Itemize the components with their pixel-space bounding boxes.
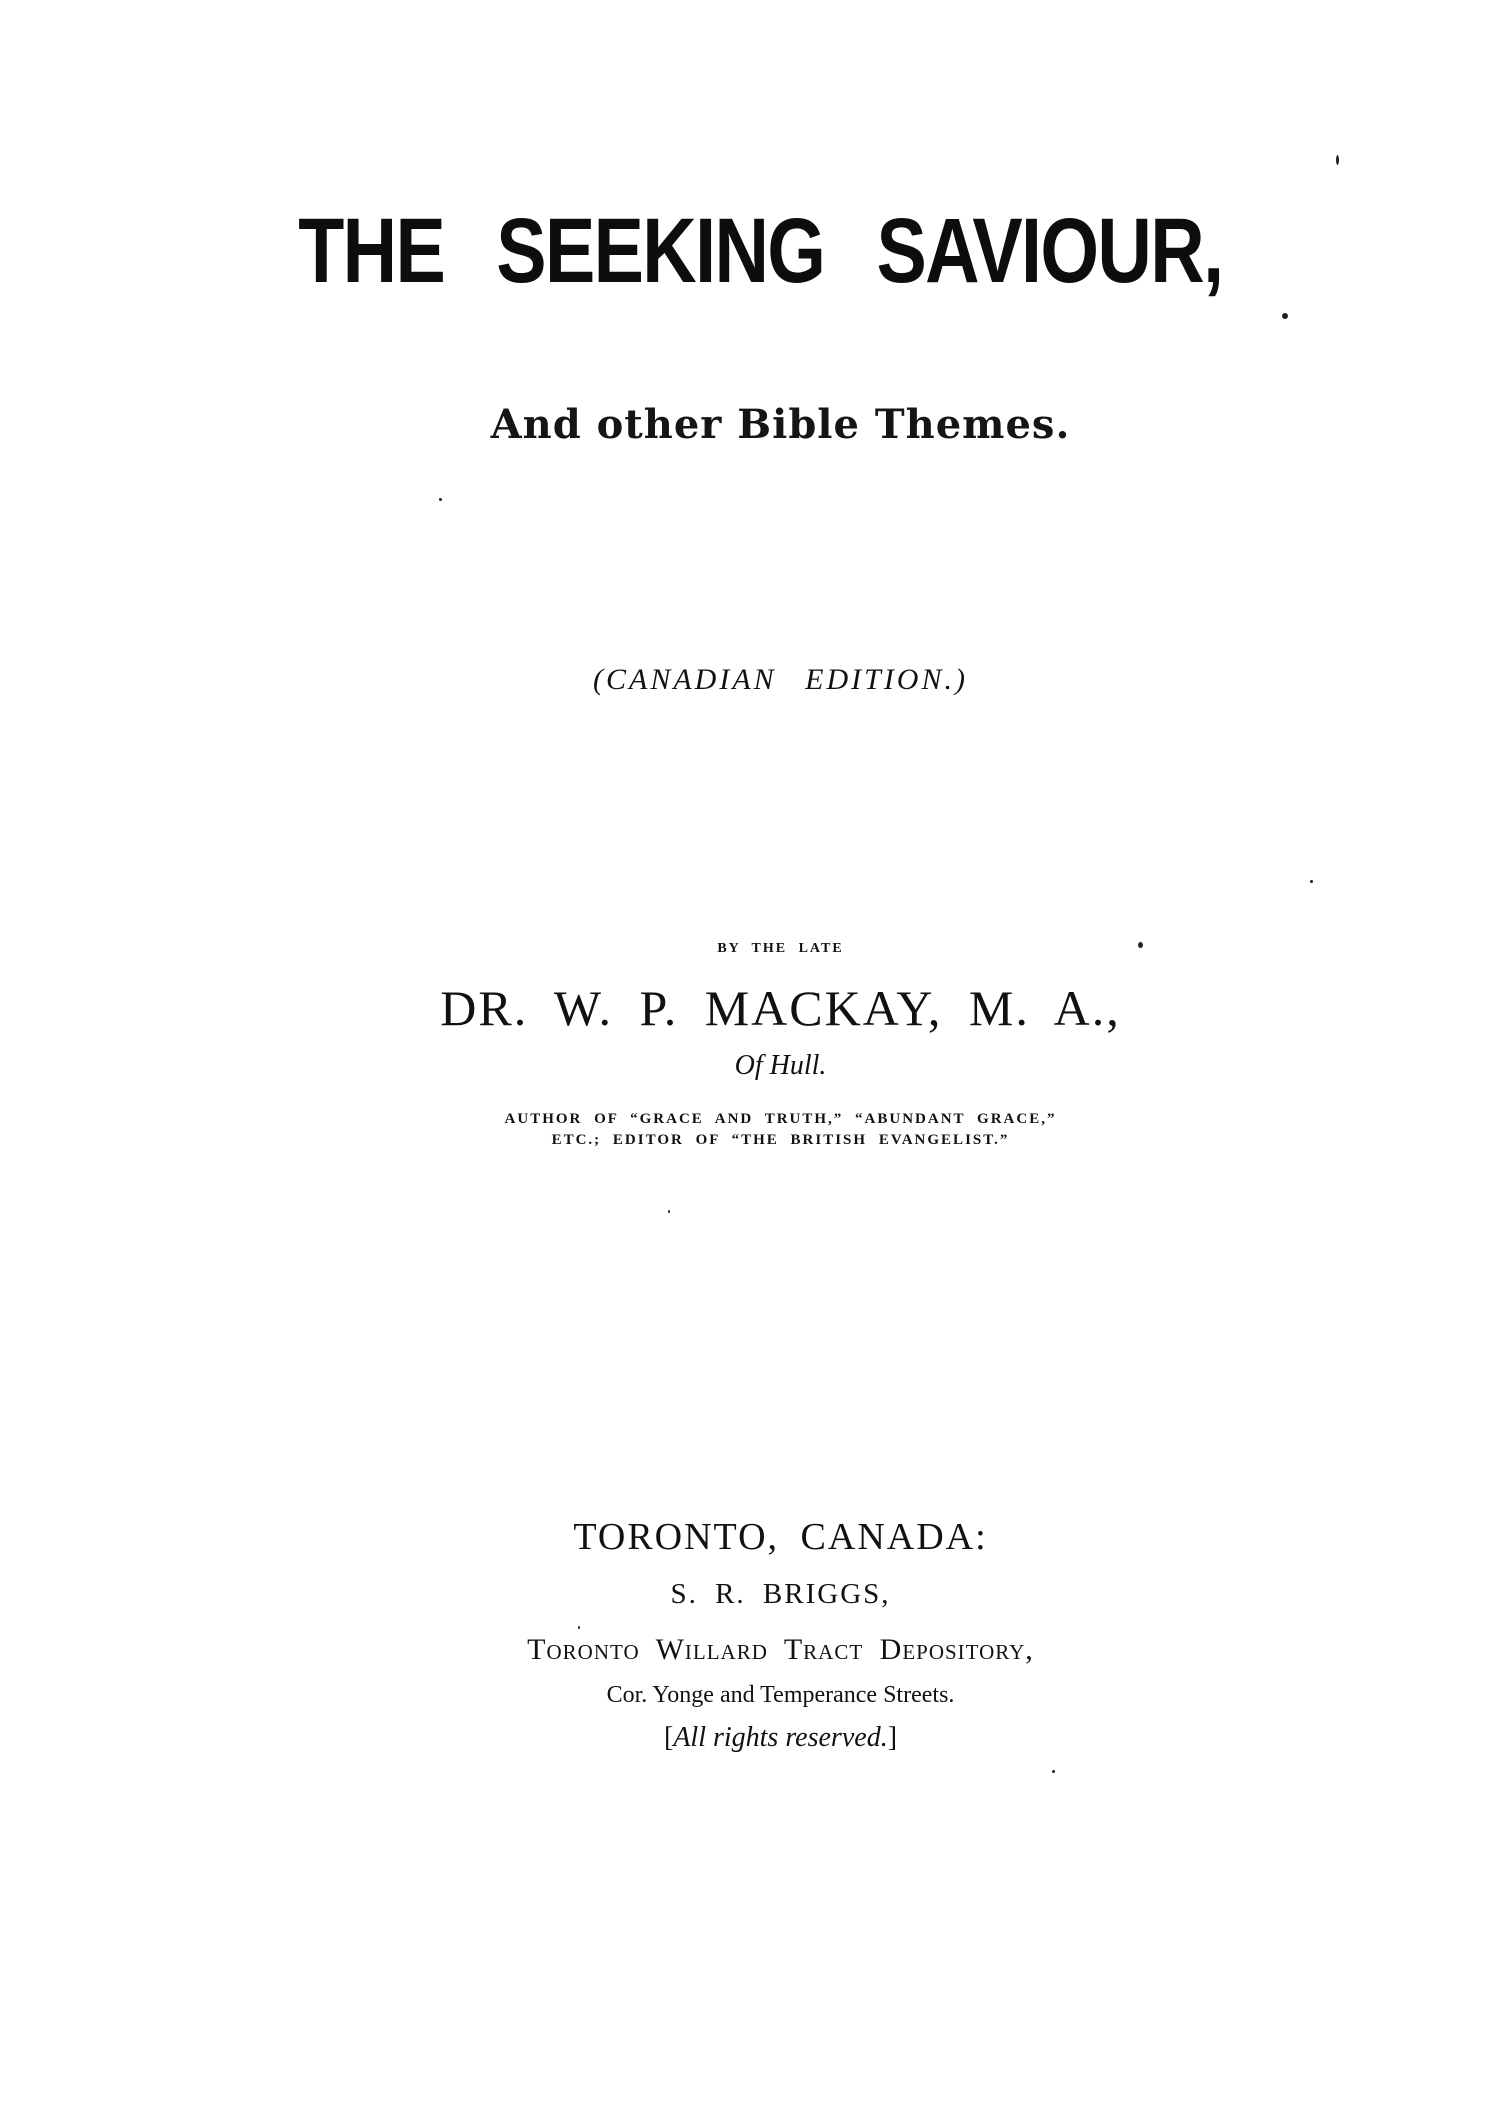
scan-speck [578, 1626, 580, 1629]
author-name: DR. W. P. MACKAY, M. A., [440, 980, 1121, 1036]
scan-speck [1052, 1770, 1055, 1773]
rights-bracket-close: ] [887, 1722, 898, 1753]
author-credits-line-1: AUTHOR OF “GRACE AND TRUTH,” “ABUNDANT GRACE,” [504, 1111, 1057, 1127]
scan-speck [1138, 942, 1143, 948]
imprint-publisher: S. R. BRIGGS, [670, 1578, 891, 1610]
imprint-place: TORONTO, CANADA: [573, 1516, 988, 1558]
byline: BY THE LATE [717, 941, 844, 956]
imprint-address: Cor. Yonge and Temperance Streets. [606, 1682, 955, 1708]
imprint-depository: Toronto Willard Tract Depository, [527, 1633, 1034, 1666]
book-title: THE SEEKING SAVIOUR, [298, 200, 1223, 302]
scan-speck [668, 1210, 670, 1213]
scan-speck [1336, 155, 1339, 165]
scan-speck [1310, 880, 1313, 883]
author-location: Of Hull. [734, 1050, 827, 1081]
edition-label: (CANADIAN EDITION.) [593, 663, 968, 696]
author-credits-line-2: ETC.; EDITOR OF “THE BRITISH EVANGELIST.” [551, 1132, 1010, 1148]
scan-speck [1282, 313, 1288, 319]
rights-bracket-open: [ [663, 1722, 674, 1753]
rights-notice [30, 1724, 1501, 1752]
rights-text: All rights reserved. [673, 1722, 888, 1753]
book-subtitle: And other Bible Themes. [490, 401, 1071, 448]
scan-speck [439, 498, 442, 501]
